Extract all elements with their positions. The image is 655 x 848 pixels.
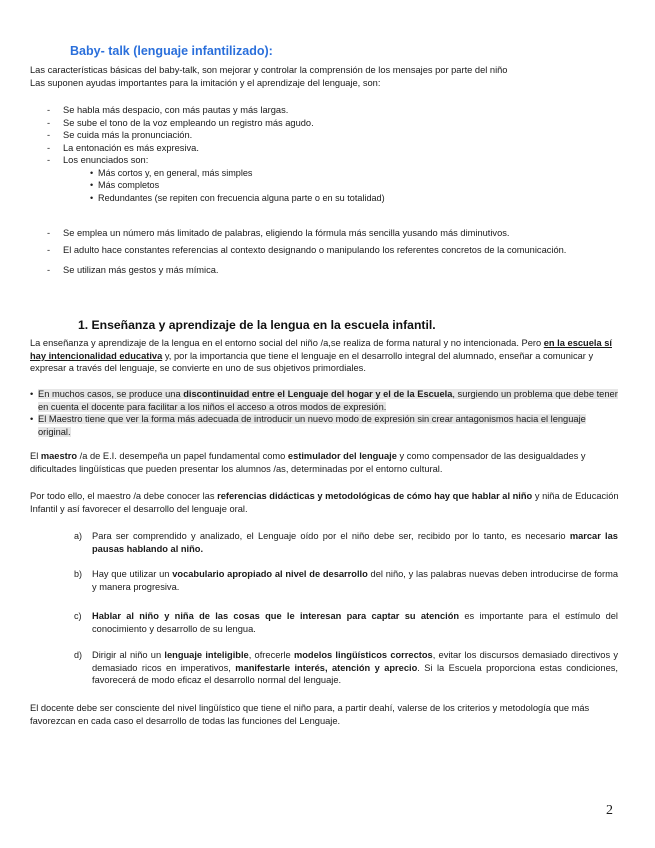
list-item: - Se habla más despacio, con más pautas y más largas.: [47, 105, 289, 115]
list-item: - Se sube el tono de la voz empleando un registro más agudo.: [47, 117, 314, 128]
bullet-item: • En muchos casos, se produce una discontinuidad entre el Lenguaje del hogar y el de la Escuela, surgiendo un problema que debe tener en cuenta el docente para facilitar a los niños el acceso a otros modos de expresión.: [30, 389, 618, 412]
alpha-item-d: d) Dirigir al niño un lenguaje inteligible, ofrecerle modelos lingüísticos correctos, evitar los discursos demasiado directivos y demasiado ricos en imperativos, manifestarle interés, atención y aprecio. Si la Escuela proporciona estas condiciones, favorecerá de modo eficaz el desarrollo normal del lenguaje.: [74, 650, 618, 686]
sub-list-item: • Redundantes (se repiten con frecuencia alguna parte o en su totalidad): [90, 192, 385, 203]
alpha-item-b: b) Hay que utilizar un vocabulario apropiado al nivel de desarrollo del niño, y las palabras nuevas deben introducirse de forma y manera progresiva.: [74, 569, 618, 592]
paragraph-referencias: Por todo ello, el maestro /a debe conocer las referencias didácticas y metodológicas de cómo hay que hablar al niño y niña de Educación Infantil y así favorecer el desarrollo del lenguaje oral.: [30, 491, 619, 514]
paragraph-maestro: El maestro /a de E.I. desempeña un papel fundamental como estimulador del lenguaje y como compensador de las desigualdades y dificultades lingüísticas que pueden presentar los alumnos /as, determinadas por el entorno cultural.: [30, 451, 586, 474]
highlighted-bullets: [30, 388, 618, 438]
intro-line-1: Las características básicas del baby-talk, son mejorar y controlar la comprensión de los mensajes por parte del niño: [30, 65, 508, 75]
intro-line-2: Las suponen ayudas importantes para la imitación y el aprendizaje del lenguaje, son:: [30, 77, 381, 88]
list-item: - El adulto hace constantes referencias al contexto designando o manipulando los referentes concretos de la comunicación.: [47, 244, 567, 255]
page-number: 2: [606, 803, 613, 818]
alpha-item-c: c) Hablar al niño y niña de las cosas que le interesan para captar su atención es importante para el estímulo del conocimiento y desarrollo de su lengua.: [74, 611, 618, 634]
bullet-item: • El Maestro tiene que ver la forma más adecuada de introducir un nuevo modo de expresión sin crear antagonismos hacia el lenguaje original.: [30, 414, 586, 437]
sub-list-item: • Más completos: [90, 180, 160, 191]
section-title-ensenanza: 1. Enseñanza y aprendizaje de la lengua en la escuela infantil.: [78, 318, 436, 332]
baby-talk-list-2: [32, 227, 622, 277]
alpha-item-a: a) Para ser comprendido y analizado, el Lenguaje oído por el niño debe ser, recibido por lo tanto, es necesario marcar las pausas hablando al niño.: [74, 531, 618, 554]
list-item: - Se cuida más la pronunciación.: [47, 130, 193, 141]
paragraph-docente: El docente debe ser consciente del nivel lingüístico que tiene el niño para, a partir deahí, valerse de los criterios y metodología que más favorezcan en cada caso el desarrollo de todas las funciones del Lenguaje.: [30, 703, 590, 726]
sub-list-item: • Más cortos y, en general, más simples: [90, 167, 253, 178]
list-item: - La entonación es más expresiva.: [47, 142, 199, 153]
list-item: - Se utilizan más gestos y más mímica.: [47, 265, 219, 276]
intro-paragraph: [30, 64, 630, 89]
paragraph-intencionalidad: La enseñanza y aprendizaje de la lengua en el entorno social del niño /a,se realiza de forma natural y no intencionada. Pero en la escuela sí hay intencionalidad educativa y, por la importancia que tiene el lenguaje en el desarrollo integral del alumnado, enseñar a comunicar y expresar a través del lenguaje, se convierte en uno de sus objetivos primordiales.: [30, 338, 612, 374]
list-item: - Los enunciados son:: [47, 155, 149, 166]
baby-talk-list: [32, 104, 622, 204]
section-title-baby-talk: Baby- talk (lenguaje infantilizado):: [70, 44, 273, 58]
list-item: - Se emplea un número más limitado de palabras, eligiendo la fórmula más sencilla yusando más diminutivos.: [47, 228, 510, 238]
